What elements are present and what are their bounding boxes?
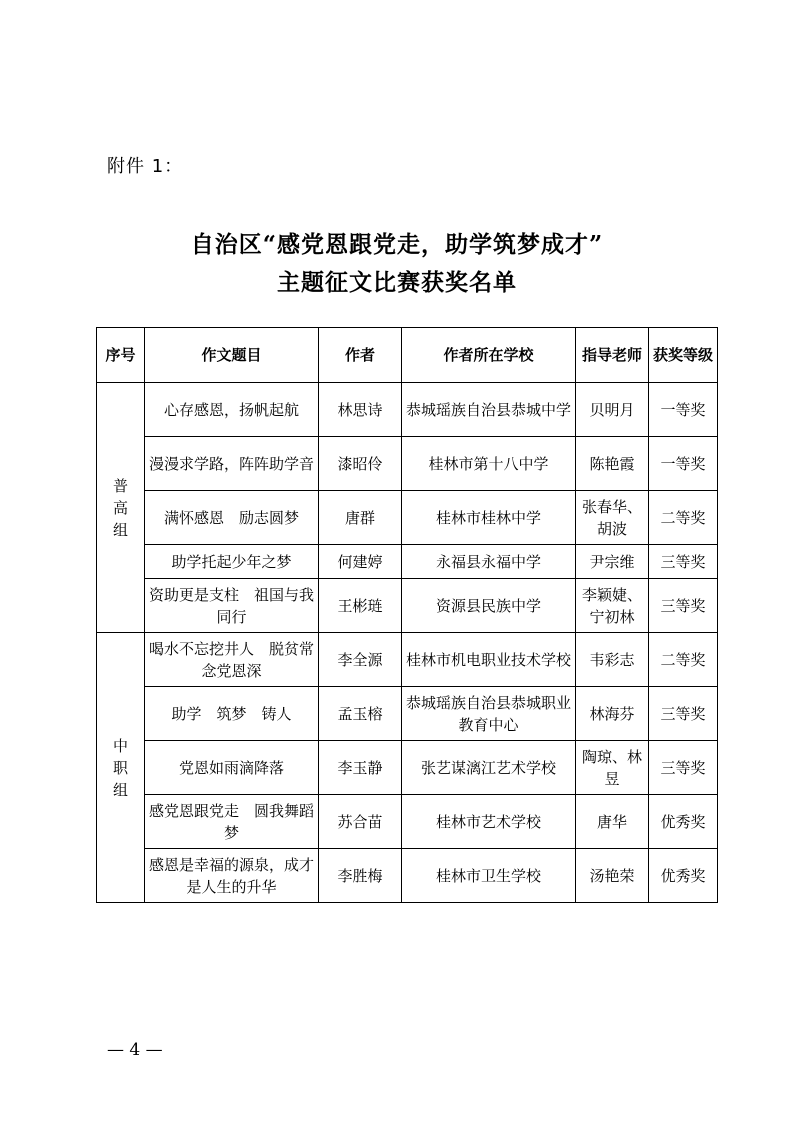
header-essay-title: 作文题目: [145, 328, 319, 383]
essay-title-cell: 喝水不忘挖井人 脱贫常念党恩深: [145, 633, 319, 687]
award-cell: 三等奖: [649, 579, 718, 633]
essay-title-cell: 助学 筑梦 铸人: [145, 687, 319, 741]
author-cell: 何建婷: [319, 545, 402, 579]
author-cell: 漆昭伶: [319, 437, 402, 491]
document-title-line-2: 主题征文比赛获奖名单: [277, 269, 517, 296]
award-cell: 一等奖: [649, 437, 718, 491]
author-cell: 李胜梅: [319, 849, 402, 903]
table-row: [97, 633, 718, 687]
school-cell: 恭城瑶族自治县恭城中学: [402, 383, 576, 437]
teacher-cell: 尹宗维: [576, 545, 649, 579]
award-cell: 三等奖: [649, 741, 718, 795]
teacher-cell: 韦彩志: [576, 633, 649, 687]
essay-title-cell: 感恩是幸福的源泉，成才是人生的升华: [145, 849, 319, 903]
teacher-cell: 陈艳霞: [576, 437, 649, 491]
essay-title-cell: 感党恩跟党走 圆我舞蹈梦: [145, 795, 319, 849]
essay-title-cell: 党恩如雨滴降落: [145, 741, 319, 795]
teacher-cell: 李颖婕、宁初林: [576, 579, 649, 633]
table-row: [97, 579, 718, 633]
award-cell: 三等奖: [649, 545, 718, 579]
teacher-cell: 张春华、胡波: [576, 491, 649, 545]
teacher-cell: 林海芬: [576, 687, 649, 741]
header-award-level: 获奖等级: [649, 328, 718, 383]
table-header-row: [97, 328, 718, 383]
table-row: [97, 795, 718, 849]
essay-title-cell: 资助更是支柱 祖国与我同行: [145, 579, 319, 633]
teacher-cell: 唐华: [576, 795, 649, 849]
author-cell: 王彬琏: [319, 579, 402, 633]
table-row: [97, 849, 718, 903]
table-row: [97, 545, 718, 579]
table-row: [97, 687, 718, 741]
author-cell: 林思诗: [319, 383, 402, 437]
school-cell: 张艺谋漓江艺术学校: [402, 741, 576, 795]
award-cell: 二等奖: [649, 633, 718, 687]
header-seq: 序号: [97, 328, 145, 383]
school-cell: 桂林市艺术学校: [402, 795, 576, 849]
school-cell: 桂林市卫生学校: [402, 849, 576, 903]
document-title-line-1: 自治区“感党恩跟党走，助学筑梦成才”: [190, 231, 604, 258]
essay-title-cell: 助学托起少年之梦: [145, 545, 319, 579]
group-name: 普高组: [112, 476, 128, 539]
school-cell: 永福县永福中学: [402, 545, 576, 579]
award-cell: 优秀奖: [649, 795, 718, 849]
school-cell: 桂林市机电职业技术学校: [402, 633, 576, 687]
author-cell: 唐群: [319, 491, 402, 545]
author-cell: 李玉静: [319, 741, 402, 795]
award-cell: 二等奖: [649, 491, 718, 545]
essay-title-cell: 心存感恩，扬帆起航: [145, 383, 319, 437]
table-row: [97, 741, 718, 795]
group-label-vocational: [97, 633, 145, 903]
teacher-cell: 贝明月: [576, 383, 649, 437]
award-cell: 一等奖: [649, 383, 718, 437]
essay-title-cell: 满怀感恩 励志圆梦: [145, 491, 319, 545]
author-cell: 孟玉榕: [319, 687, 402, 741]
award-winners-table: [96, 327, 718, 903]
award-cell: 三等奖: [649, 687, 718, 741]
header-school: 作者所在学校: [402, 328, 576, 383]
award-cell: 优秀奖: [649, 849, 718, 903]
table-row: [97, 383, 718, 437]
school-cell: 桂林市桂林中学: [402, 491, 576, 545]
table-row: [97, 491, 718, 545]
table-row: [97, 437, 718, 491]
author-cell: 李全源: [319, 633, 402, 687]
page-number: — 4 —: [107, 1040, 163, 1060]
annex-label: 附件 1：: [107, 156, 184, 177]
group-name: 中职组: [112, 736, 128, 799]
group-label-general-high: [97, 383, 145, 633]
school-cell: 恭城瑶族自治县恭城职业教育中心: [402, 687, 576, 741]
school-cell: 桂林市第十八中学: [402, 437, 576, 491]
essay-title-cell: 漫漫求学路，阵阵助学音: [145, 437, 319, 491]
author-cell: 苏合苗: [319, 795, 402, 849]
header-teacher: 指导老师: [576, 328, 649, 383]
header-author: 作者: [319, 328, 402, 383]
teacher-cell: 陶琼、林昱: [576, 741, 649, 795]
teacher-cell: 汤艳荣: [576, 849, 649, 903]
school-cell: 资源县民族中学: [402, 579, 576, 633]
